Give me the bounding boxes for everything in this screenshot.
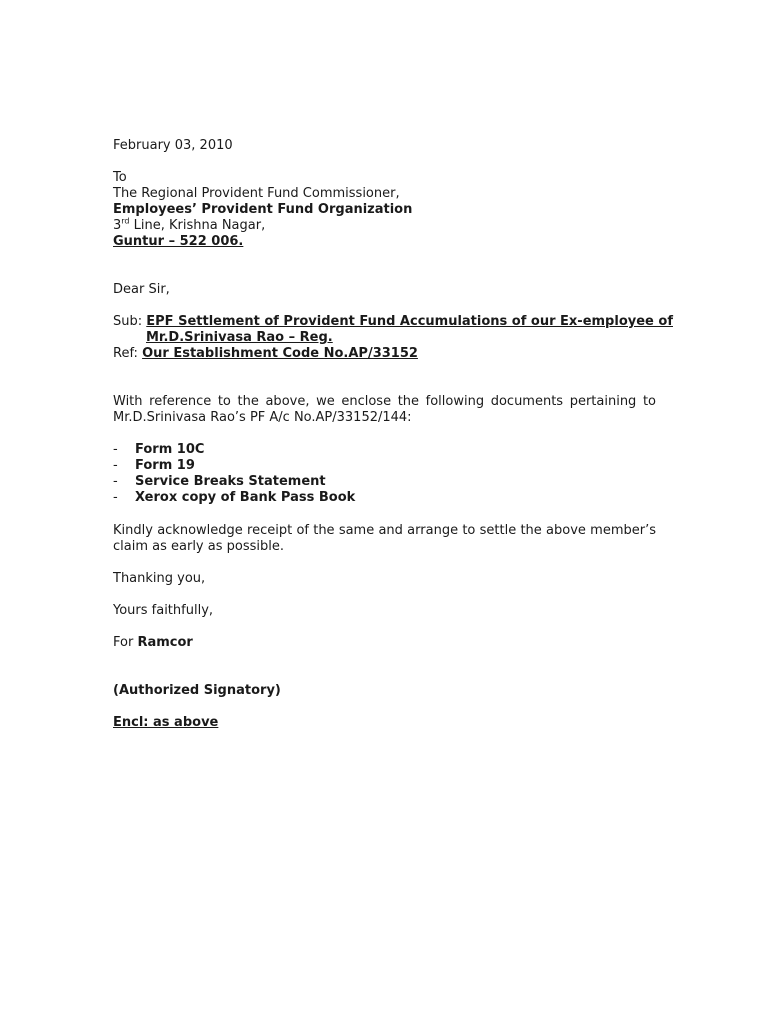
recipient-address [113, 218, 265, 234]
letter-date: February 03, 2010 [113, 138, 233, 153]
address-number: 3 [113, 218, 122, 233]
subject-text: EPF Settlement of Provident Fund Accumulations of our Ex-employee of [146, 314, 673, 329]
closing-company-line [113, 635, 193, 651]
body-paragraph-1-line-1: With reference to the above, we enclose the following documents pertaining to [113, 394, 656, 409]
salutation: Dear Sir, [113, 282, 170, 297]
body-paragraph-1-line-2: Mr.D.Srinivasa Rao’s PF A/c No.AP/33152/144: [113, 410, 412, 425]
subject-text-continued: Mr.D.Srinivasa Rao – Reg. [146, 330, 333, 345]
enclosure-dash: - [113, 458, 118, 473]
enclosure-item: Service Breaks Statement [135, 474, 326, 489]
recipient-organization: Employees’ Provident Fund Organization [113, 202, 413, 217]
reference-text: Our Establishment Code No.AP/33152 [142, 346, 418, 361]
address-street: Line, Krishna Nagar, [129, 218, 266, 233]
reference-line [113, 346, 418, 362]
subject-label: Sub: [113, 314, 147, 329]
address-ordinal: rd [121, 216, 130, 226]
closing-for-label: For [113, 635, 138, 650]
enclosure-item: Xerox copy of Bank Pass Book [135, 490, 356, 505]
enclosure-item: Form 19 [135, 458, 195, 473]
recipient-to: To [113, 170, 127, 185]
body-paragraph-2-line-2: claim as early as possible. [113, 539, 284, 554]
enclosure-item: Form 10C [135, 442, 205, 457]
authorized-signatory: (Authorized Signatory) [113, 683, 281, 698]
closing-faithfully: Yours faithfully, [113, 603, 214, 618]
enclosure-note: Encl: as above [113, 715, 219, 730]
subject-line [113, 314, 673, 330]
enclosure-dash: - [113, 442, 118, 457]
enclosure-dash: - [113, 474, 118, 489]
enclosure-dash: - [113, 490, 118, 505]
body-paragraph-2-line-1: Kindly acknowledge receipt of the same and arrange to settle the above member’s [113, 523, 656, 538]
closing-company: Ramcor [137, 635, 193, 650]
recipient-title: The Regional Provident Fund Commissioner, [113, 186, 400, 201]
reference-label: Ref: [113, 346, 143, 361]
recipient-city: Guntur – 522 006. [113, 234, 244, 249]
closing-thanks: Thanking you, [113, 571, 206, 586]
